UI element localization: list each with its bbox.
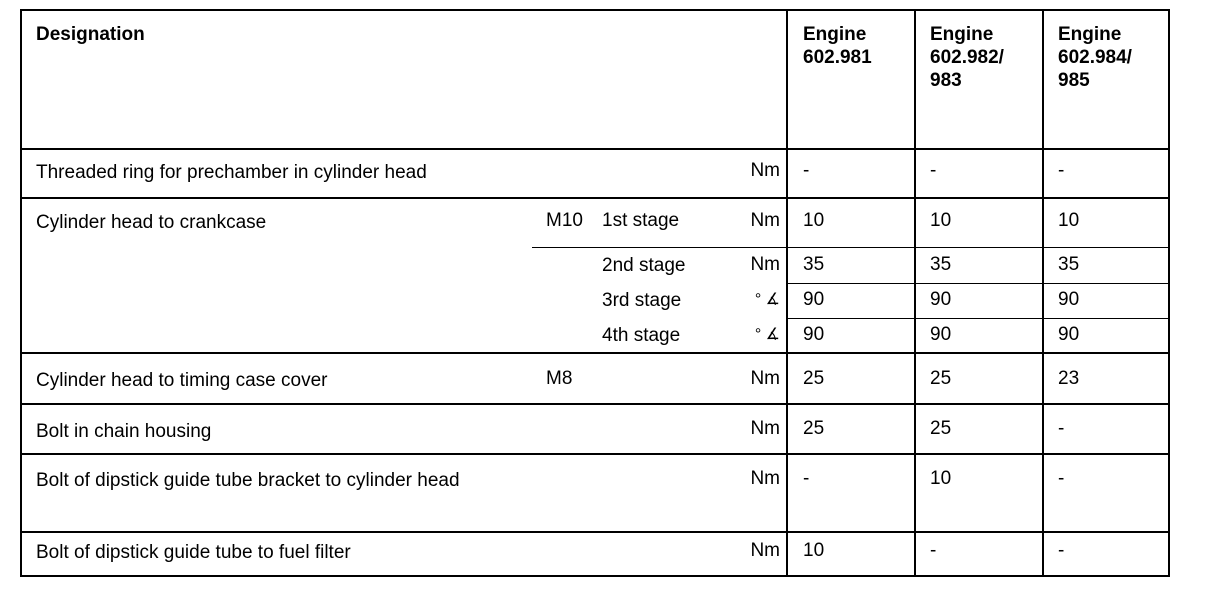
table-border-top bbox=[20, 9, 1170, 11]
row-thread: M10 bbox=[546, 210, 583, 231]
table-cell: 10 bbox=[930, 468, 952, 489]
table-cell: 90 bbox=[1058, 324, 1080, 345]
table-cell: - bbox=[803, 160, 810, 181]
header-engine-3-line: 602.984/ bbox=[1058, 47, 1132, 68]
row-stage: 2nd stage bbox=[602, 255, 686, 276]
header-engine-1 bbox=[803, 23, 872, 69]
table-cell: 10 bbox=[930, 210, 952, 231]
row-label: Cylinder head to crankcase bbox=[36, 212, 267, 233]
row-label: Bolt in chain housing bbox=[36, 421, 212, 442]
table-cell: 25 bbox=[803, 368, 825, 389]
row-divider bbox=[20, 352, 1170, 354]
table-border-bottom bbox=[20, 575, 1170, 577]
row-unit: Nm bbox=[750, 540, 780, 561]
table-cell: - bbox=[803, 468, 810, 489]
header-engine-1-line: 602.981 bbox=[803, 47, 872, 68]
column-divider bbox=[914, 9, 916, 577]
table-cell: 90 bbox=[803, 289, 825, 310]
header-engine-2-line: 602.982/ bbox=[930, 47, 1004, 68]
header-engine-3-line: Engine bbox=[1058, 24, 1122, 45]
torque-table bbox=[20, 9, 1170, 577]
table-cell: 90 bbox=[1058, 289, 1080, 310]
row-divider bbox=[786, 318, 1170, 319]
row-label: Threaded ring for prechamber in cylinder head bbox=[36, 162, 427, 183]
header-engine-3-line: 985 bbox=[1058, 70, 1090, 91]
row-thread: M8 bbox=[546, 368, 573, 389]
header-engine-2-line: 983 bbox=[930, 70, 962, 91]
table-cell: 25 bbox=[803, 418, 825, 439]
row-label: Bolt of dipstick guide tube to fuel filter bbox=[36, 542, 351, 563]
row-stage: 4th stage bbox=[602, 325, 681, 346]
table-cell: 10 bbox=[1058, 210, 1080, 231]
header-engine-3 bbox=[1058, 23, 1132, 92]
column-divider bbox=[1042, 9, 1044, 577]
table-cell: 23 bbox=[1058, 368, 1080, 389]
table-cell: - bbox=[1058, 540, 1065, 561]
table-cell: - bbox=[930, 540, 937, 561]
row-divider bbox=[20, 531, 1170, 533]
table-cell: 25 bbox=[930, 368, 952, 389]
header-designation: Designation bbox=[36, 24, 145, 45]
table-cell: 90 bbox=[803, 324, 825, 345]
table-cell: 25 bbox=[930, 418, 952, 439]
row-divider bbox=[20, 453, 1170, 455]
row-divider bbox=[20, 403, 1170, 405]
table-border-right bbox=[1168, 9, 1170, 577]
row-divider bbox=[20, 197, 1170, 199]
row-stage: 1st stage bbox=[602, 210, 680, 231]
table-cell: 90 bbox=[930, 324, 952, 345]
row-unit: Nm bbox=[750, 368, 780, 389]
header-engine-2-line: Engine bbox=[930, 24, 994, 45]
table-cell: 35 bbox=[803, 254, 825, 275]
row-unit: Nm bbox=[750, 254, 780, 275]
table-cell: 10 bbox=[803, 210, 825, 231]
header-engine-1-line: Engine bbox=[803, 24, 867, 45]
table-cell: 35 bbox=[930, 254, 952, 275]
row-label: Bolt of dipstick guide tube bracket to cylinder head bbox=[36, 470, 460, 491]
row-unit: Nm bbox=[750, 468, 780, 489]
row-divider bbox=[786, 283, 1170, 284]
table-cell: 10 bbox=[803, 540, 825, 561]
row-unit: Nm bbox=[750, 418, 780, 439]
row-label: Cylinder head to timing case cover bbox=[36, 370, 328, 391]
table-border-left bbox=[20, 9, 22, 577]
header-engine-2 bbox=[930, 23, 1004, 92]
row-unit: Nm bbox=[750, 210, 780, 231]
row-unit: Nm bbox=[750, 160, 780, 181]
row-stage: 3rd stage bbox=[602, 290, 682, 311]
row-unit: ° ∡ bbox=[754, 326, 780, 343]
table-cell: 90 bbox=[930, 289, 952, 310]
table-cell: - bbox=[1058, 160, 1065, 181]
table-cell: 35 bbox=[1058, 254, 1080, 275]
row-divider bbox=[532, 247, 1170, 248]
table-cell: - bbox=[930, 160, 937, 181]
column-divider bbox=[786, 9, 788, 577]
table-cell: - bbox=[1058, 468, 1065, 489]
row-divider bbox=[20, 148, 1170, 150]
table-cell: - bbox=[1058, 418, 1065, 439]
row-unit: ° ∡ bbox=[754, 291, 780, 308]
